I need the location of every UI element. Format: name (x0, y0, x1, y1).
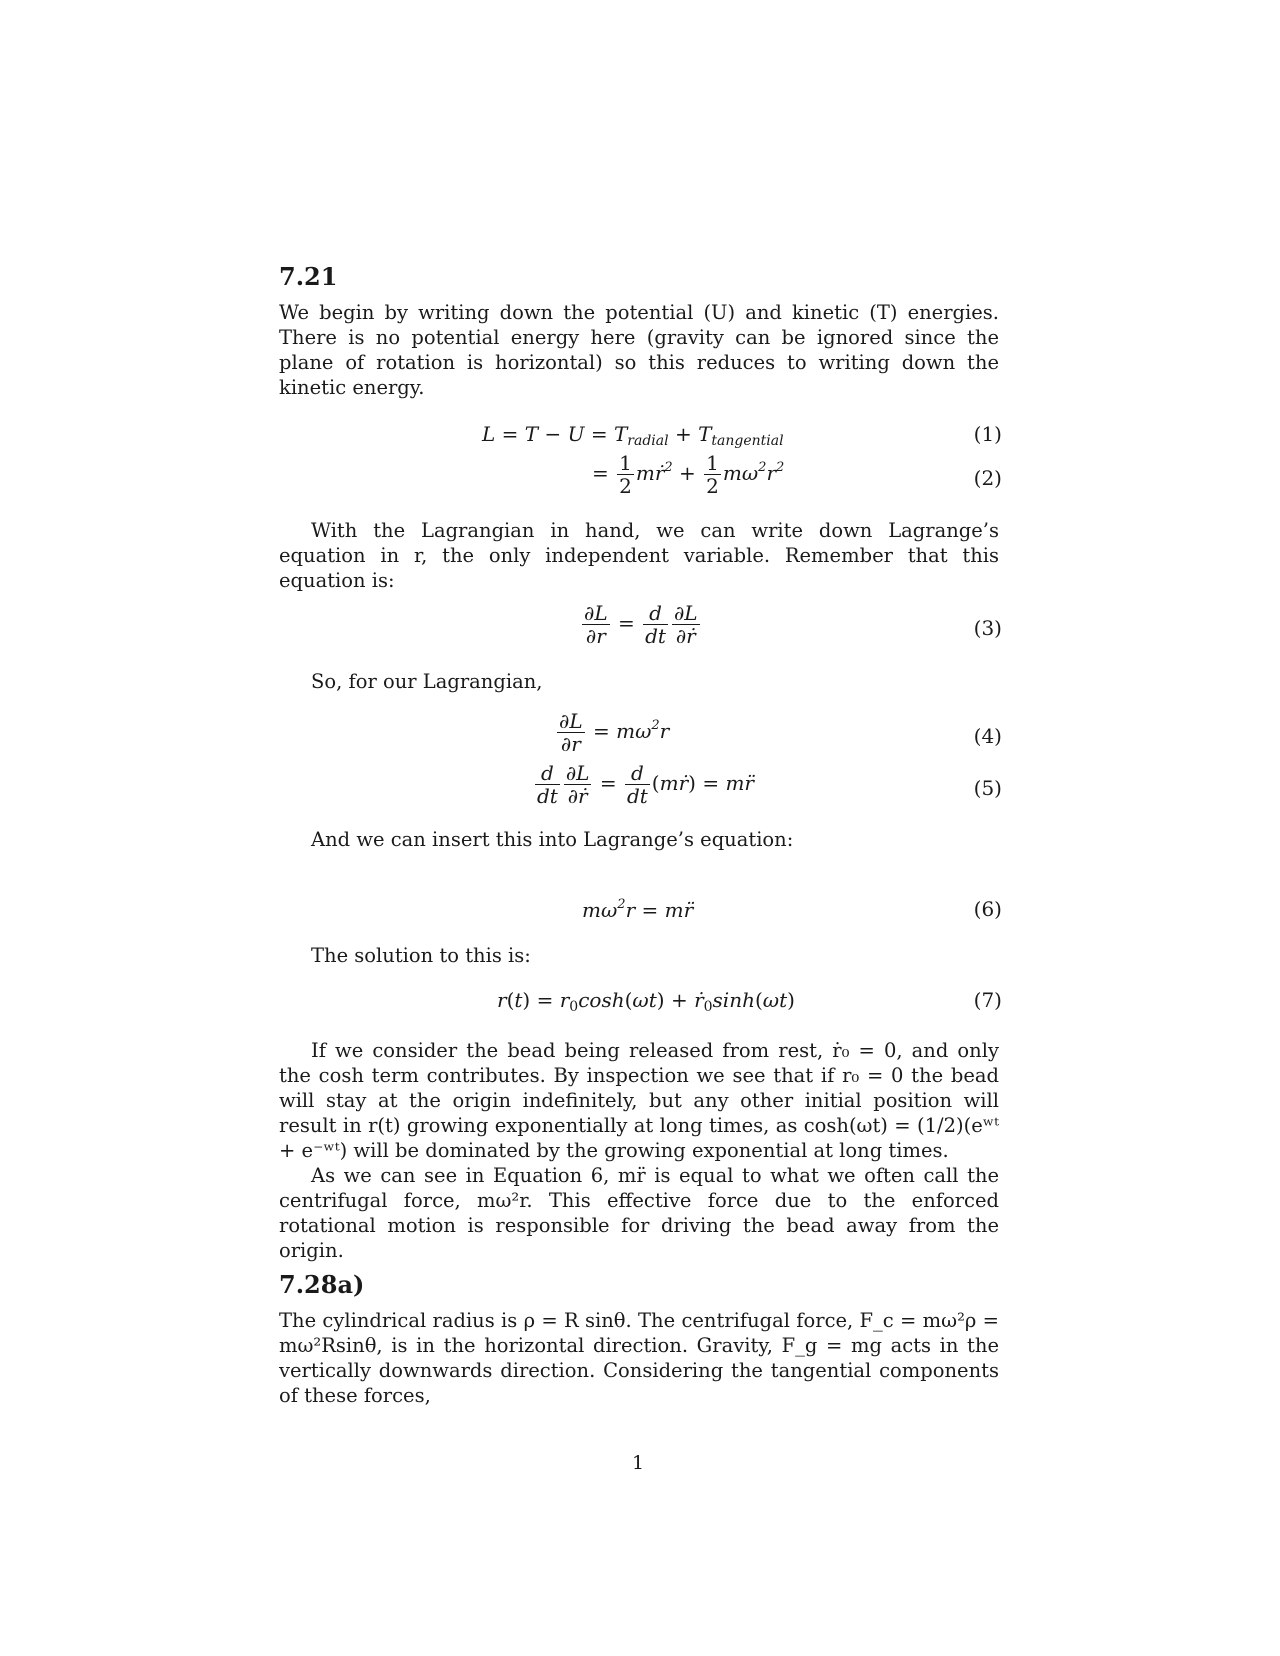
discussion-paragraph-2: As we can see in Equation 6, mr̈ is equal to what we often call the centrifugal force, mω²r. This effective force due to the enforced rotational motion is responsible for driving the bead away from the origin. (279, 1164, 999, 1262)
equation-1: $L = T - U = T_{radial} + T_{tangential}$ (482, 422, 784, 449)
so-lead-text: So, for our Lagrangian, (311, 670, 543, 693)
equation-2: = $\frac{1}{2}$ mṙ$^2$ + $\frac{1}{2}$ $m\omega^2r^2$ (592, 451, 785, 498)
section-heading-7-21: 7.21 (279, 262, 338, 291)
page-number: 1 (632, 1452, 645, 1474)
equation-number-1: (1) (973, 422, 1002, 446)
equation-4: $\frac{\partial L}{\partial r}$ = $m\omega^2r$ (559, 709, 670, 756)
equation-number-6: (6) (973, 897, 1002, 921)
equation-7: $r(t) = r_0\cosh(\omega t)$ + ṙ$_0$sinh(ωt) (497, 988, 795, 1015)
insert-lead-text: And we can insert this into Lagrange’s equation: (311, 828, 794, 851)
equation-number-4: (4) (973, 724, 1002, 748)
section-heading-7-28a: 7.28a) (279, 1270, 365, 1299)
discussion-paragraph-1: If we consider the bead being released from rest, ṙ₀ = 0, and only the cosh term contributes. By inspection we see that if r₀ = 0 the bead will stay at the origin indefinitely, but any other initial position will result in r(t) growing exponentially at long times, as cosh(ωt) = (1/2)(eʷᵗ + e⁻ʷᵗ) will be dominated by the growing exponential at long times. (279, 1039, 999, 1162)
equation-number-5: (5) (973, 776, 1002, 800)
equation-6: $m\omega^2r$ = mr̈ (582, 897, 694, 922)
equation-3: $\frac{\partial L}{\partial r}$ = $\frac{d}{dt}$ $\frac{\partial L}{\text{∂ṙ}}$ (584, 601, 698, 648)
equation-number-7: (7) (973, 988, 1002, 1012)
equation-number-2: (2) (973, 466, 1002, 490)
solution-lead-text: The solution to this is: (311, 944, 531, 967)
equation-5: $\frac{d}{dt}$ $\frac{\partial L}{\text{∂ṙ}}$ = $\frac{d}{dt}$ (mṙ) = mr̈ (537, 761, 754, 808)
intro-paragraph: We begin by writing down the potential (U) and kinetic (T) energies. There is no potential energy here (gravity can be ignored since the plane of rotation is horizontal) so this reduces to writing down the kinetic energy. (279, 301, 999, 399)
lagrange-intro-paragraph: With the Lagrangian in hand, we can write down Lagrange’s equation in r, the only independent variable. Remember that this equation is: (279, 519, 999, 592)
equation-number-3: (3) (973, 616, 1002, 640)
section2-paragraph: The cylindrical radius is ρ = R sinθ. The centrifugal force, F_c = mω²ρ = mω²Rsinθ, is in the horizontal direction. Gravity, F_g = mg acts in the vertically downwards direction. Considering the tangential components of these forces, (279, 1309, 999, 1407)
